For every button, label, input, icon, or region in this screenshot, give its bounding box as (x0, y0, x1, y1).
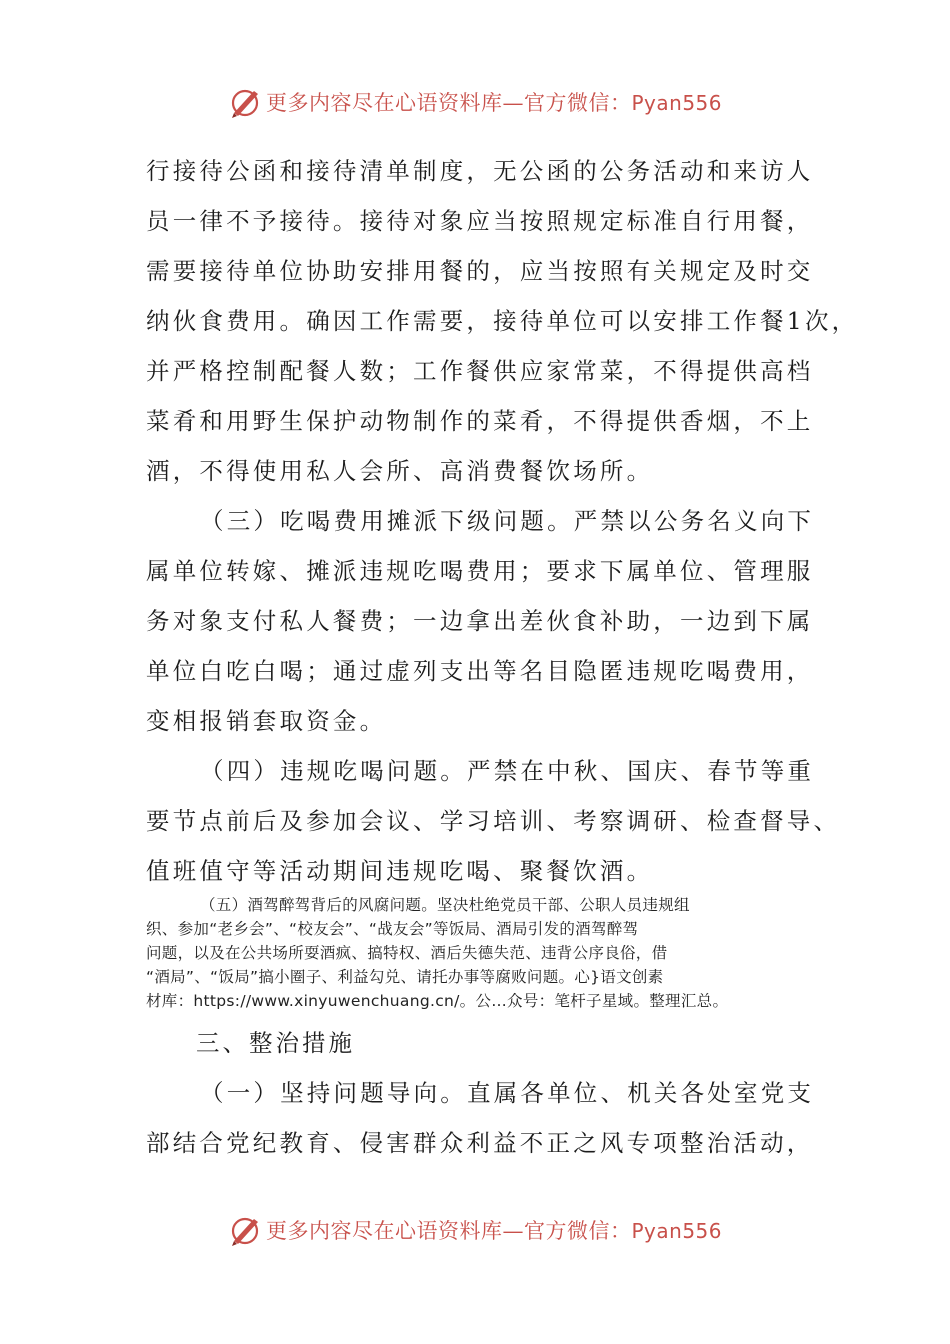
body-line: 员一律不予接待。接待对象应当按照规定标准自行用餐， (146, 207, 814, 235)
body-line: 要节点前后及参加会议、学习培训、考察调研、检查督导、 (146, 807, 841, 835)
small-line: 材库：https://www.xinyuwenchuang.cn/。公…众号：笔杆子星域。整理汇总。 (146, 992, 729, 1010)
body-line: 务对象支付私人餐费；一边拿出差伙食补助，一边到下属 (146, 607, 814, 635)
small-line: （五）酒驾醉驾背后的风腐问题。坚决杜绝党员干部、公职人员违规组 (200, 896, 690, 914)
small-line: “酒局”、“饭局”搞小圈子、利益勾兑、请托办事等腐败问题。心}语文创素 (146, 968, 664, 986)
body-line: 变相报销套取资金。 (146, 707, 387, 735)
footer-wechat-id: Pyan556 (631, 1219, 722, 1243)
small-line: 织、参加“老乡会”、“校友会”、“战友会”等饭局、酒局引发的酒驾醉驾 (146, 920, 639, 938)
measure-line: （一）坚持问题导向。直属各单位、机关各处室党支 (200, 1079, 815, 1107)
pen-logo-icon (228, 85, 262, 119)
section-heading: 三、整治措施 (196, 1029, 355, 1057)
body-line: 需要接待单位协助安排用餐的，应当按照有关规定及时交 (146, 257, 814, 285)
body-line: 菜肴和用野生保护动物制作的菜肴，不得提供香烟，不上 (146, 407, 814, 435)
body-line: 酒，不得使用私人会所、高消费餐饮场所。 (146, 457, 654, 485)
body-line: 值班值守等活动期间违规吃喝、聚餐饮酒。 (146, 857, 654, 885)
body-line: 并严格控制配餐人数；工作餐供应家常菜，不得提供高档 (146, 357, 814, 385)
body-line: 单位白吃白喝；通过虚列支出等名目隐匿违规吃喝费用， (146, 657, 814, 685)
pen-logo-icon (228, 1213, 262, 1247)
header-wechat-id: Pyan556 (631, 91, 722, 115)
header-banner (0, 82, 950, 122)
body-line: （三）吃喝费用摊派下级问题。严禁以公务名义向下 (200, 507, 815, 535)
measure-line: 部结合党纪教育、侵害群众利益不正之风专项整治活动， (146, 1129, 814, 1157)
body-line: 属单位转嫁、摊派违规吃喝费用；要求下属单位、管理服 (146, 557, 814, 585)
body-line: （四）违规吃喝问题。严禁在中秋、国庆、春节等重 (200, 757, 815, 785)
header-banner-text: 更多内容尽在心语资料库—官方微信：Pyan556 (265, 91, 722, 115)
footer-banner-text: 更多内容尽在心语资料库—官方微信：Pyan556 (265, 1219, 722, 1243)
body-line: 行接待公函和接待清单制度，无公函的公务活动和来访人 (146, 157, 814, 185)
body-line: 纳伙食费用。确因工作需要，接待单位可以安排工作餐1次， (146, 307, 859, 335)
small-line: 问题，以及在公共场所耍酒疯、搞特权、酒后失德失范、违背公序良俗，借 (146, 944, 668, 962)
footer-banner (0, 1210, 950, 1250)
